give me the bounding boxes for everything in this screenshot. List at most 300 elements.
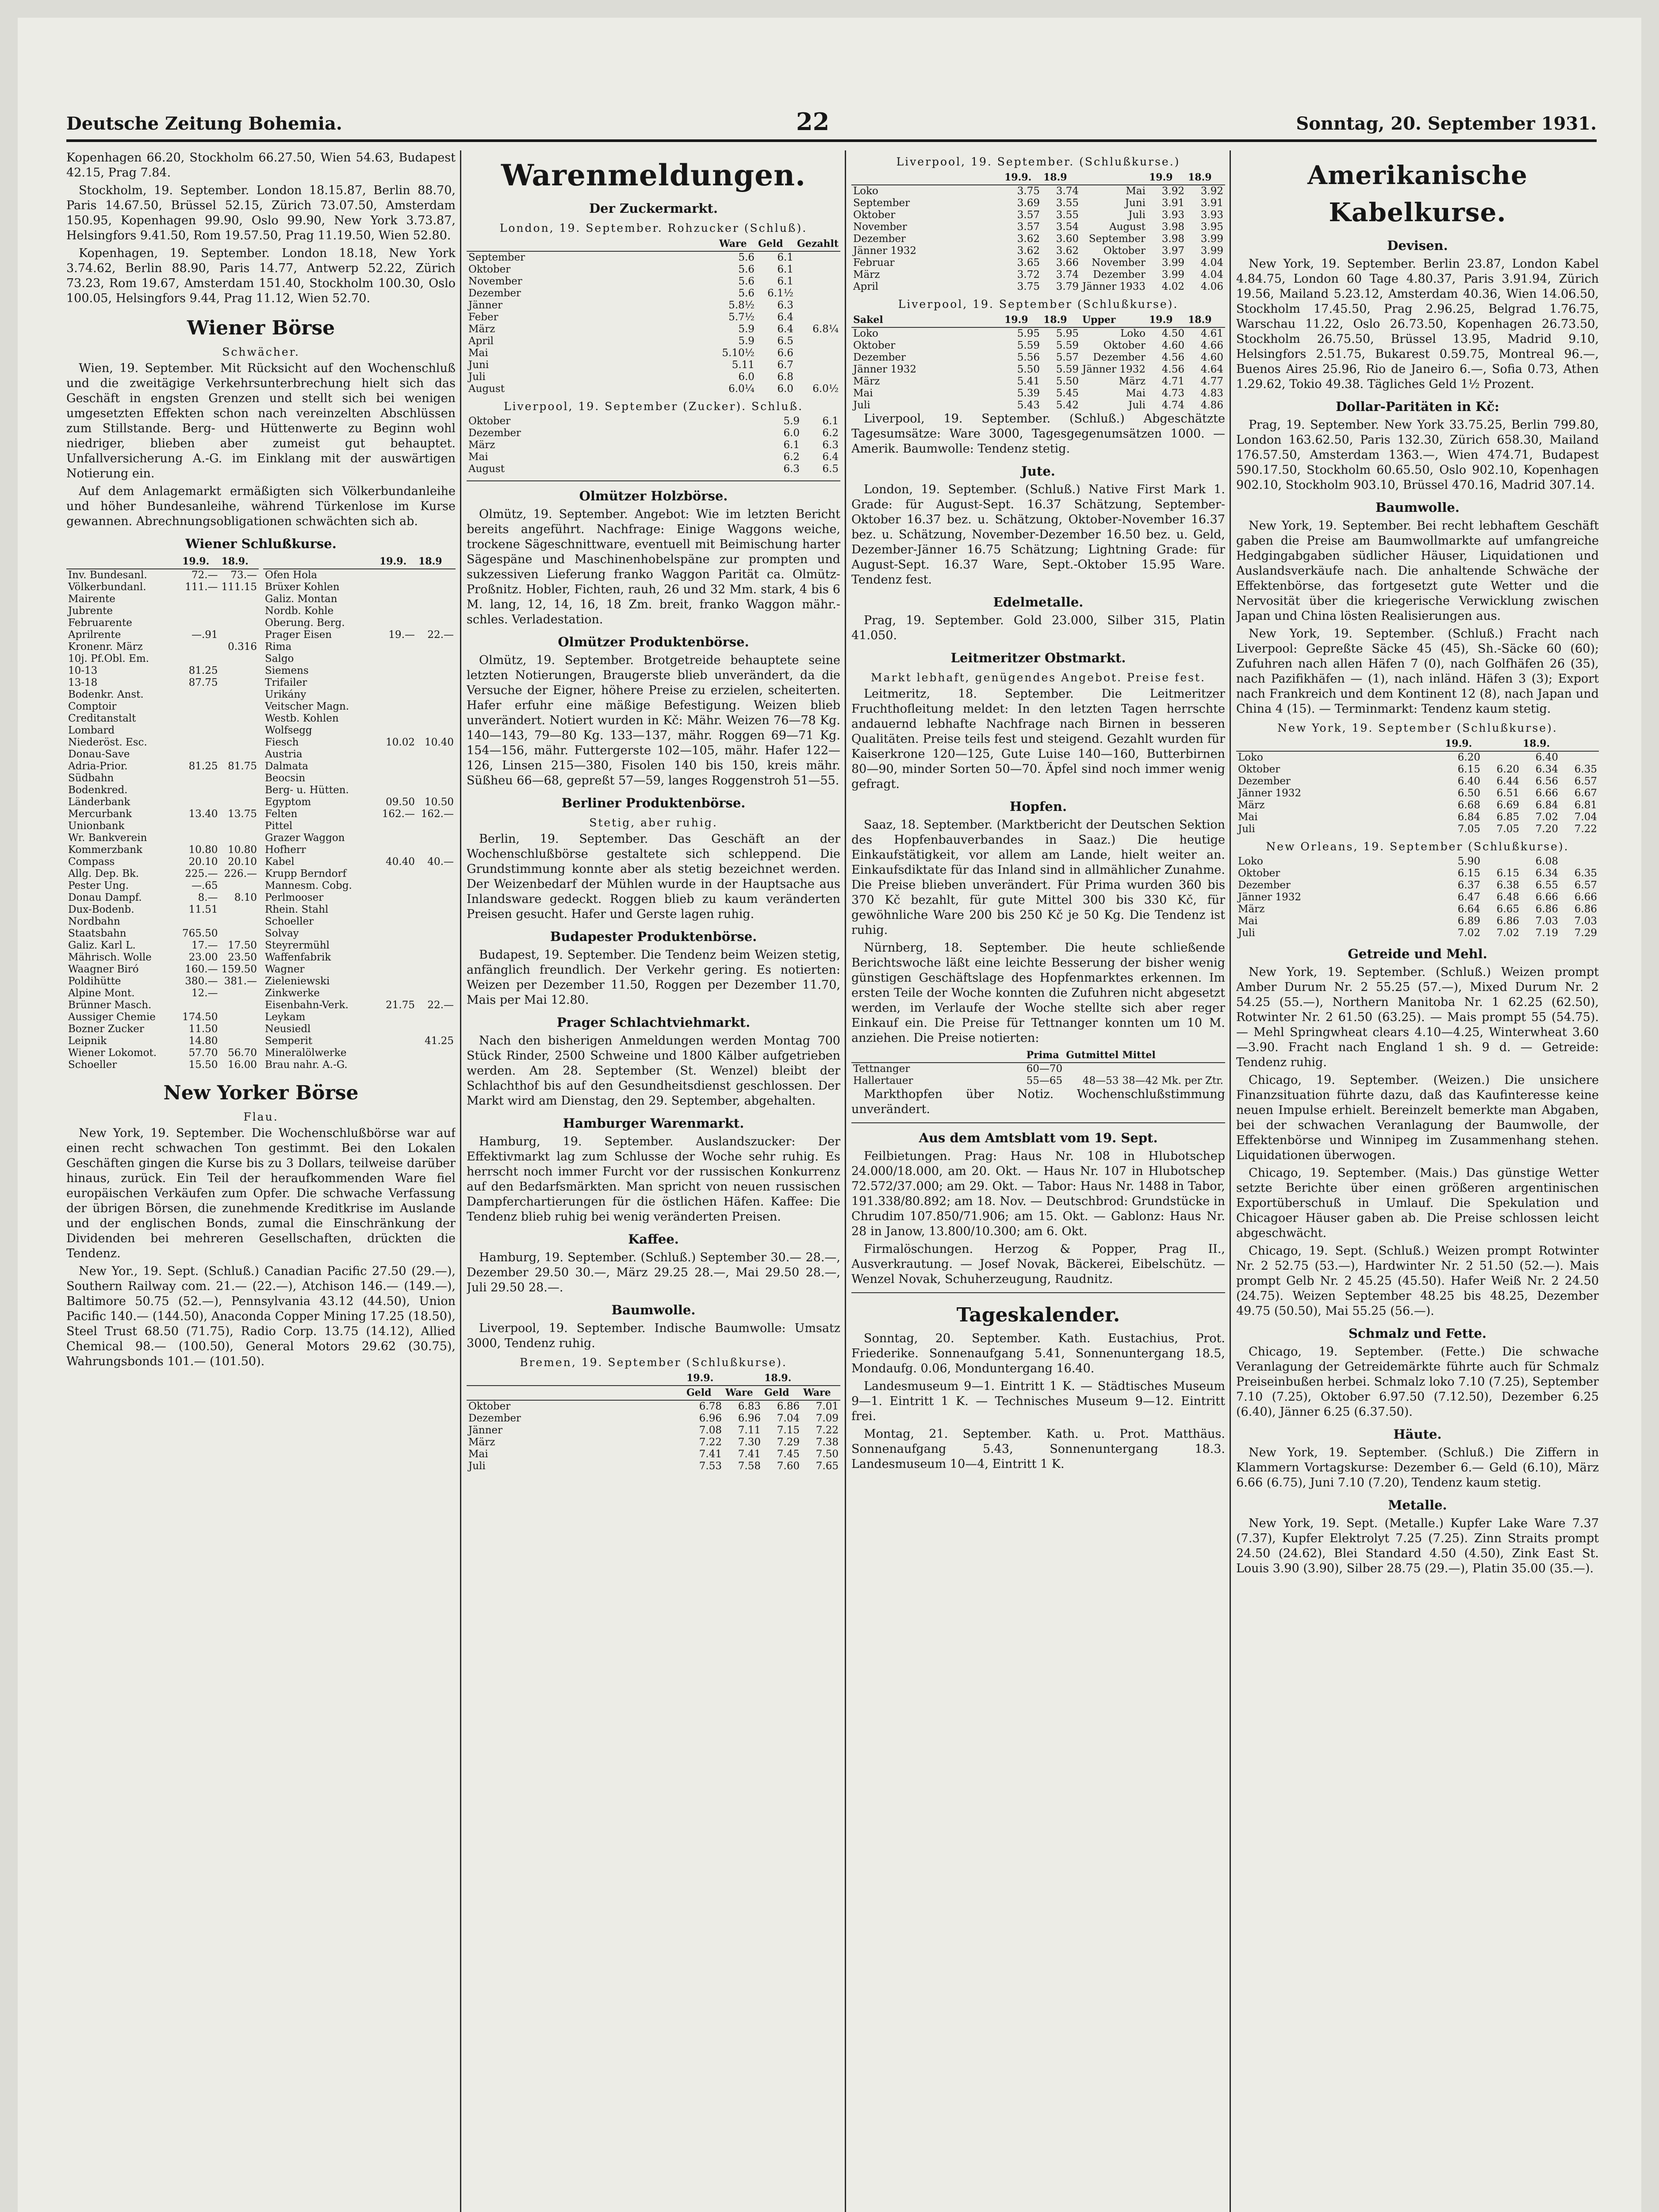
american-cable-title: Amerikanische Kabelkurse. [1307,160,1528,227]
table-cell: 11.51 [188,904,218,915]
table-row [1236,823,1599,835]
vienna-report: Wien, 19. September. Mit Rücksicht auf den Wochenschluß und die zweitägige Verkehrsunterbrechung hielt sich das Geschäft in engsten Grenzen und stellt sich bei wenigen umgesetzten Effekten schon nach vereinzelten Abschlüssen zum Stillstande. Berg- und Hüttenwerte zu Beginn wohl niedriger, blieben aber zumeist gut behauptet. Unfallversicherung A.-G. im Einklang mit der auswärtigen Notierung ein. [66,361,456,480]
table-row [66,629,259,641]
table-row [66,975,259,987]
table-row [263,999,456,1011]
table-row [263,653,456,665]
berlin-products-sub: Stetig, aber ruhig. [589,816,718,829]
table-row [1236,891,1599,903]
table-cell [378,1035,417,1047]
table-cell: Mährisch. Wolle [68,952,152,963]
gazette-title: Aus dem Amtsblatt vom 19. Sept. [919,1130,1158,1145]
table-cell: 4.64 [1200,364,1223,375]
table-row [66,1023,259,1035]
table-cell [417,880,456,892]
table-cell: 3.99 [1161,257,1184,269]
table-cell: 7.58 [738,1460,761,1472]
table-cell [220,880,259,892]
bremen-label: Bremen, 19. September (Schlußkurse). [520,1356,787,1369]
table-cell: 6.0¼ [728,383,755,395]
table-cell [220,737,259,749]
table-row [1236,764,1599,776]
table-cell: 6.68 [1457,799,1480,811]
ny-exchange-title: New Yorker Börse [163,1082,359,1104]
table-cell [795,288,840,300]
table-cell: 6.69 [1496,799,1519,811]
table-cell: 7.38 [816,1436,839,1448]
prague-cattle-title: Prager Schlachtviehmarkt. [556,1015,751,1030]
table-row [66,713,259,725]
table-row [263,701,456,713]
table-cell: Steyrermühl [265,940,330,951]
table-row [263,772,456,784]
table-cell: 3.69 [1017,197,1040,209]
table-row [263,760,456,772]
table-cell: 13.40 [188,808,218,820]
table-cell [417,892,456,904]
metals-title: Metalle. [1388,1498,1447,1513]
table-cell: 6.86 [1496,915,1519,927]
table-cell: Dezember [853,352,906,363]
table-row [66,808,259,820]
table-cell: 380.— [185,975,218,987]
table-cell: Donau-Save [68,749,130,760]
table-cell: Hallertauer [853,1075,913,1087]
grain-title: Getreide und Mehl. [1348,946,1487,961]
table-row [263,844,456,856]
table-cell: 3.62 [1017,245,1040,257]
table-cell: 162.— [382,808,415,820]
table-cell: Poldihütte [68,975,121,987]
table-cell [220,987,259,999]
table-cell: März [853,269,880,280]
table-cell [1482,856,1521,868]
olmuetz-products-title: Olmützer Produktenbörse. [558,634,749,649]
table-row [66,1035,259,1047]
table-cell: 6.81 [1574,799,1597,811]
table-cell [378,665,417,677]
table-cell: 6.78 [699,1401,722,1412]
table-cell: Waffenfabrik [265,952,331,963]
precious-metals-title: Edelmetalle. [993,595,1084,610]
table-cell: 7.05 [1496,823,1519,835]
table-cell: 21.75 [386,999,415,1011]
table-cell: 226.— [224,868,257,879]
table-cell [378,772,417,784]
table-cell: Jubrente [68,605,113,617]
table-cell: 6.96 [738,1413,761,1424]
table-cell: Jänner 1932 [1238,891,1302,903]
table-cell [417,1023,456,1035]
table-row [66,987,259,999]
table-row [66,653,259,665]
table-cell [180,725,219,737]
table-cell: Tettnanger [853,1063,910,1075]
table-cell: Eisenbahn-Verk. [265,999,349,1011]
table-cell: 10j. Pf.Obl. Em. [68,653,149,664]
table-row [851,209,1225,221]
table-cell: Länderbank [68,796,130,808]
table-cell: Aussiger Chemie [68,1011,156,1023]
table-cell: Brünner Masch. [68,999,152,1011]
table-cell: 6.66 [1535,891,1558,903]
vienna-exchange-sub: Schwächer. [222,346,300,358]
freight-report: New York, 19. September. (Schluß.) Fracht nach Liverpool: Gepreßte Säcke 45 (45), Sh.-Säcke 60 (60); Zufuhren nach allen Häfen 7 (0), nach Golfhäfen 26 (35), nach Pazifikhäfen — (1), nach inländ. Häfen 3 (3); Export nach Frankreich und dem Kontinent 12 (8), nach Japan und China 4 (15). — Terminmarkt: Tendenz kaum stetig. [1236,627,1599,716]
table-cell: 6.57 [1574,776,1597,787]
table-cell: Austria [265,749,303,760]
table-cell: 22.— [427,999,454,1011]
table-row [66,701,259,713]
table-cell: 13-18 [68,677,98,688]
table-cell [417,772,456,784]
table-cell: 3.66 [1056,257,1079,269]
table-cell: Loko [853,328,878,339]
table-cell: 6.1 [822,415,839,427]
table-cell: 4.66 [1200,340,1223,351]
table-row [851,233,1225,245]
table-cell: Solvay [265,928,299,939]
table-cell: 3.99 [1200,233,1223,245]
table-row [467,251,840,264]
table-cell: 6.48 [1496,891,1519,903]
vienna-closing-right: 19.9. 18.9 Ofen Hola Brüxer Kohlen Galiz. Montan Nordb. Kohle Oberung. Berg. Prager Eisen 19.— 22.— Rima Salgo Siemens Trifailer Urikány Veitscher Magn. Westb. Kohlen Wolfsegg Fiesch 10.02 10.40 Austria Dalmata Beocsin Berg- u. Hütten. Egyptom 09.50 10.50 Felten 162.— 162.— Pittel Grazer Waggon Hofherr Kabel 40.40 40.— Krupp Berndorf Mannesm. Cobg. Perlmooser Rhein. Stahl Schoeller Solvay Steyrermühl Waffenfabrik Wagner Zieleniewski Zinkwerke Eisenbahn-Verk. 21.75 22.— Leykam Neusiedl Semperit 41.25 Mineralölwerke Brau nahr. A.-G. [263,555,456,1071]
table-cell: 5.50 [1017,364,1040,375]
table-cell: 6.35 [1574,764,1597,775]
table-cell [180,653,219,665]
table-cell [378,832,417,844]
table-cell: Jänner 1933 [1082,281,1146,292]
table-cell [417,784,456,796]
metals-report: New York, 19. Sept. (Metalle.) Kupfer Lake Ware 7.37 (7.37), Kupfer Elektrolyt 7.25 (7.25). Zinn Straits prompt 24.50 (24.62), Blei Standard 4.50 (4.50), Zink East St. Louis 3.90 (3.90), Silber 28.75 (29.—), Platin 35.00 (35.—). [1236,1517,1599,1575]
table-cell [378,713,417,725]
calendar-sunday: Sonntag, 20. September. Kath. Eustachius, Prot. Friederike. Sonnenaufgang 5.41, Sonnenuntergang 18.5, Mondaufg. 0.06, Monduntergang 16.40. [851,1332,1225,1375]
table-cell: Oberung. Berg. [265,617,345,629]
grain-report: New York, 19. September. (Schluß.) Weizen prompt Amber Durum Nr. 2 55.25 (57.—), Mixed Durum Nr. 2 54.25 (55.—), Northern Manitoba Nr. 1 62.25 (62.50), Rotwinter Nr. 2 61.50 (63.25). — Mais prompt 55 (54.75). — Mehl Springwheat clears 4.10—4.25, Winterwheat 3.60—3.90. Fracht nach England 1 sh. 9 d. — Getreide: Tendenz ruhig. [1236,965,1599,1069]
table-cell: 10-13 [68,665,98,676]
table-cell: 6.67 [1574,787,1597,799]
table-cell: Juli [1238,823,1255,835]
table-cell: 7.09 [816,1413,839,1424]
wood-title: Olmützer Holzbörse. [579,488,728,503]
table-cell: 3.93 [1161,209,1184,221]
table-cell: 17.— [191,940,218,951]
table-cell [417,617,456,629]
lard-title: Schmalz und Fette. [1348,1326,1487,1341]
issue-date: Sonntag, 20. September 1931. [1296,113,1597,134]
table-cell: 3.93 [1200,209,1223,221]
table-cell: 81.25 [188,760,218,772]
table-row [467,264,840,276]
table-cell [417,677,456,689]
table-cell [378,725,417,737]
table-cell: 3.79 [1056,281,1079,292]
table-cell: 7.19 [1535,927,1558,939]
table-cell [378,760,417,772]
table-cell: 5.57 [1056,352,1079,363]
table-row [851,376,1225,388]
table-cell [220,928,259,940]
table-cell: 5.43 [1017,399,1040,411]
table-cell: 3.75 [1017,185,1040,197]
table-row [66,1059,259,1071]
table-row [1236,787,1599,799]
page-number: 22 [796,108,830,136]
table-cell: Jänner [468,300,503,311]
table-cell [180,832,219,844]
berlin-products-report: Berlin, 19. September. Das Geschäft an der Wochenschlußbörse gestaltete sich schleppend. Die Grundstimmung konnte aber als stetig bezeichnet werden. Der Weizenbedarf der Mühlen wurde in der Hauptsache aus Inlandsware gedeckt. Roggen blieb zu kaum veränderten Preisen gesucht. Hafer und Gerste lagen ruhig. [467,832,840,921]
table-cell: März [1238,903,1265,915]
table-cell: Dalmata [265,760,308,772]
table-cell: Allg. Dep. Bk. [68,868,139,879]
table-cell: Creditanstalt [68,713,136,724]
table-row [1236,903,1599,915]
table-cell: 56.70 [228,1047,257,1059]
table-cell: 7.01 [816,1401,839,1412]
table-cell: 5.6 [738,264,755,275]
table-cell [378,952,417,964]
budapest-products-report: Budapest, 19. September. Die Tendenz beim Weizen stetig, anfänglich freundlich. Der Verkehr gering. Es notierten: Weizen per Dezember 11.50, Roggen per Dezember 11.70, Mais per Mai 12.80. [467,948,840,1007]
table-cell: Siemens [265,665,309,676]
table-row [66,820,259,832]
table-cell [417,1059,456,1071]
table-cell [378,653,417,665]
table-cell: 4.56 [1161,364,1184,375]
table-cell [1560,751,1599,764]
table-cell: 7.29 [777,1436,800,1448]
table-cell [180,617,219,629]
table-cell [795,371,840,383]
table-row [467,276,840,288]
table-cell [417,725,456,737]
table-cell [378,1023,417,1035]
table-cell [180,737,219,749]
table-cell: 5.56 [1017,352,1040,363]
table-cell: Mai [468,1448,488,1460]
table-row [66,904,259,916]
table-cell: 174.50 [182,1011,218,1023]
table-row [467,288,840,300]
table-cell: 7.29 [1574,927,1597,939]
table-row [263,641,456,653]
table-cell: Comptoir [68,701,117,712]
table-cell: 6.84 [1457,811,1480,823]
table-cell: Wagner [265,964,305,975]
table-cell: —.65 [191,880,218,891]
table-cell [378,617,417,629]
table-cell: 6.1 [777,264,793,275]
table-cell [417,653,456,665]
table-cell [378,605,417,617]
table-cell: 6.40 [1535,752,1558,763]
table-cell: 10.50 [425,796,454,808]
table-row [263,808,456,820]
table-cell: 6.65 [1496,903,1519,915]
table-cell: 6.44 [1496,776,1519,787]
table-cell: November [1092,257,1146,269]
table-cell [417,868,456,880]
table-cell: 7.22 [816,1425,839,1436]
table-cell: 4.83 [1200,388,1223,399]
table-row [263,1023,456,1035]
sugar-liverpool-label: Liverpool, 19. September (Zucker). Schluß. [503,400,804,413]
table-cell [417,641,456,653]
table-cell: 6.37 [1457,879,1480,891]
table-cell: 6.96 [699,1413,722,1424]
table-cell: 6.6 [777,347,793,359]
table-cell: Brau nahr. A.-G. [265,1059,348,1071]
table-cell: Juli [1128,399,1146,411]
table-cell [378,749,417,760]
table-row [1236,927,1599,939]
table-cell: Juli [853,399,870,411]
table-cell: 160.— [185,964,218,975]
table-cell: Juli [468,1460,486,1472]
table-cell: 4.06 [1200,281,1223,292]
table-cell: 7.15 [777,1425,800,1436]
table-row [851,364,1225,376]
table-row [66,868,259,880]
table-cell: 4.60 [1200,352,1223,363]
table-cell: 5.9 [738,323,755,335]
table-cell: Fiesch [265,737,299,748]
table-cell: November [853,221,907,233]
table-row [1236,799,1599,811]
table-cell: Bodenkr. Anst. [68,689,144,700]
table-cell: 7.20 [1535,823,1558,835]
table-row [851,340,1225,352]
table-cell: 111.— [185,581,218,593]
table-cell: Galiz. Montan [265,593,337,605]
table-row [851,257,1225,269]
table-cell: 5.59 [1056,364,1079,375]
table-cell: 7.22 [699,1436,722,1448]
table-cell: 23.50 [228,952,257,963]
coffee-title: Kaffee. [628,1232,679,1247]
table-cell: 6.1 [783,439,800,451]
table-row [467,1448,840,1460]
table-row [263,940,456,952]
table-cell: 3.55 [1056,209,1079,221]
table-cell [378,820,417,832]
table-cell: 3.99 [1161,269,1184,280]
table-cell: 0.316 [228,641,257,653]
table-cell: 3.74 [1056,185,1079,197]
table-row [1236,811,1599,823]
table-cell: Bodenkred. [68,784,128,796]
table-cell: 7.03 [1535,915,1558,927]
table-cell: 5.95 [1056,328,1079,339]
table-cell: 4.77 [1200,376,1223,387]
table-row [263,593,456,605]
table-cell: 6.0 [777,383,793,395]
table-cell: 6.0½ [812,383,839,395]
table-cell: Beocsin [265,772,306,784]
table-cell: Krupp Berndorf [265,868,347,879]
table-cell: 6.86 [777,1401,800,1412]
table-cell [417,749,456,760]
table-cell: Mai [853,388,873,399]
table-cell: 6.64 [1457,903,1480,915]
table-cell: Kabel [265,856,295,868]
table-cell [417,844,456,856]
table-cell: Mai [468,451,488,463]
table-cell [795,276,840,288]
table-row [851,327,1225,340]
table-cell: 6.20 [1496,764,1519,775]
table-cell: Oktober [468,415,511,427]
table-cell: 6.4 [822,451,839,463]
table-row [263,605,456,617]
table-cell: August [468,383,505,395]
table-row [263,629,456,641]
devisen-report: New York, 19. September. Berlin 23.87, London Kabel 4.84.75, London 60 Tage 4.80.37, Paris 3.91.94, Zürich 19.56, Mailand 5.23.12, Amsterdam 40.36, Wien 14.06.50, Stockholm 17.45.50, Prag 2.96.25, Belgrad 1.76.75, Warschau 11.22, Oslo 26.73.50, Kopenhagen 26.73.50, Stockholm 26.75.50, Brüssel 13.95, Madrid 9.10, Helsingfors 2.51.75, Bukarest 0.59.75, Montreal 96.—, Buenos Aires 25.96, Rio de Janeiro 6.—, Sofia 0.73, Athen 1.29.62, Tokio 49.38. Tägliches Geld 1½ Prozent. [1236,257,1599,391]
table-row [467,1400,840,1413]
table-cell: 3.62 [1017,233,1040,245]
table-row [66,856,259,868]
table-row [851,197,1225,209]
table-cell: 6.1½ [767,288,793,299]
table-row [66,880,259,892]
us-cotton-report: New York, 19. September. Bei recht lebhaftem Geschäft gaben die Preise am Baumwollmarkte auf umfangreiche Hedgingabgaben südlicher Häuser, Liquidationen und Auslandsverkäufe nach. Die anhaltende Schwäche der Effektenbörse, das fortgesetzt gute Wetter und die Nervosität über die kriegerische Verwicklung zwischen Japan und China lösten Realisierungen aus. [1236,519,1599,623]
table-row [66,844,259,856]
table-cell: 3.91 [1161,197,1184,209]
table-row [263,796,456,808]
table-cell: 5.39 [1017,388,1040,399]
table-cell [417,701,456,713]
table-cell [220,820,259,832]
table-cell [417,665,456,677]
table-cell: Kronenr. März [68,641,143,653]
table-row [851,185,1225,197]
table-row [467,1436,840,1448]
table-cell: August [1109,221,1146,233]
table-row [263,904,456,916]
table-cell: Februarente [68,617,132,629]
table-cell: Mai [1126,185,1146,197]
table-cell: 8.10 [234,892,257,903]
table-cell: 6.38 [1496,879,1519,891]
table-cell: —.91 [191,629,218,641]
table-cell: Dezember [1238,776,1291,787]
table-cell [417,916,456,928]
table-cell: Brüxer Kohlen [265,581,340,593]
table-cell [795,264,840,276]
table-row [66,725,259,737]
table-cell [1064,1063,1120,1075]
devisen-title: Devisen. [1387,238,1448,253]
table-cell: Pester Ung. [68,880,129,891]
hamburg-market-title: Hamburger Warenmarkt. [563,1116,744,1131]
table-cell: 3.55 [1056,197,1079,209]
table-cell: Juni [1125,197,1146,209]
table-cell: 4.04 [1200,269,1223,280]
table-row [263,665,456,677]
table-cell [220,725,259,737]
table-cell: 6.8¼ [812,323,839,335]
table-row [467,1425,840,1436]
jute-title: Jute. [1021,464,1055,479]
table-cell: 5.41 [1017,376,1040,387]
table-row [851,221,1225,233]
table-cell: Loko [1120,328,1146,339]
table-row [851,352,1225,364]
table-cell: 4.71 [1161,376,1184,387]
table-row [263,725,456,737]
table-cell: Wolfsegg [265,725,312,736]
table-cell: Waagner Biró [68,964,139,975]
table-cell [417,1011,456,1023]
table-cell [417,689,456,701]
